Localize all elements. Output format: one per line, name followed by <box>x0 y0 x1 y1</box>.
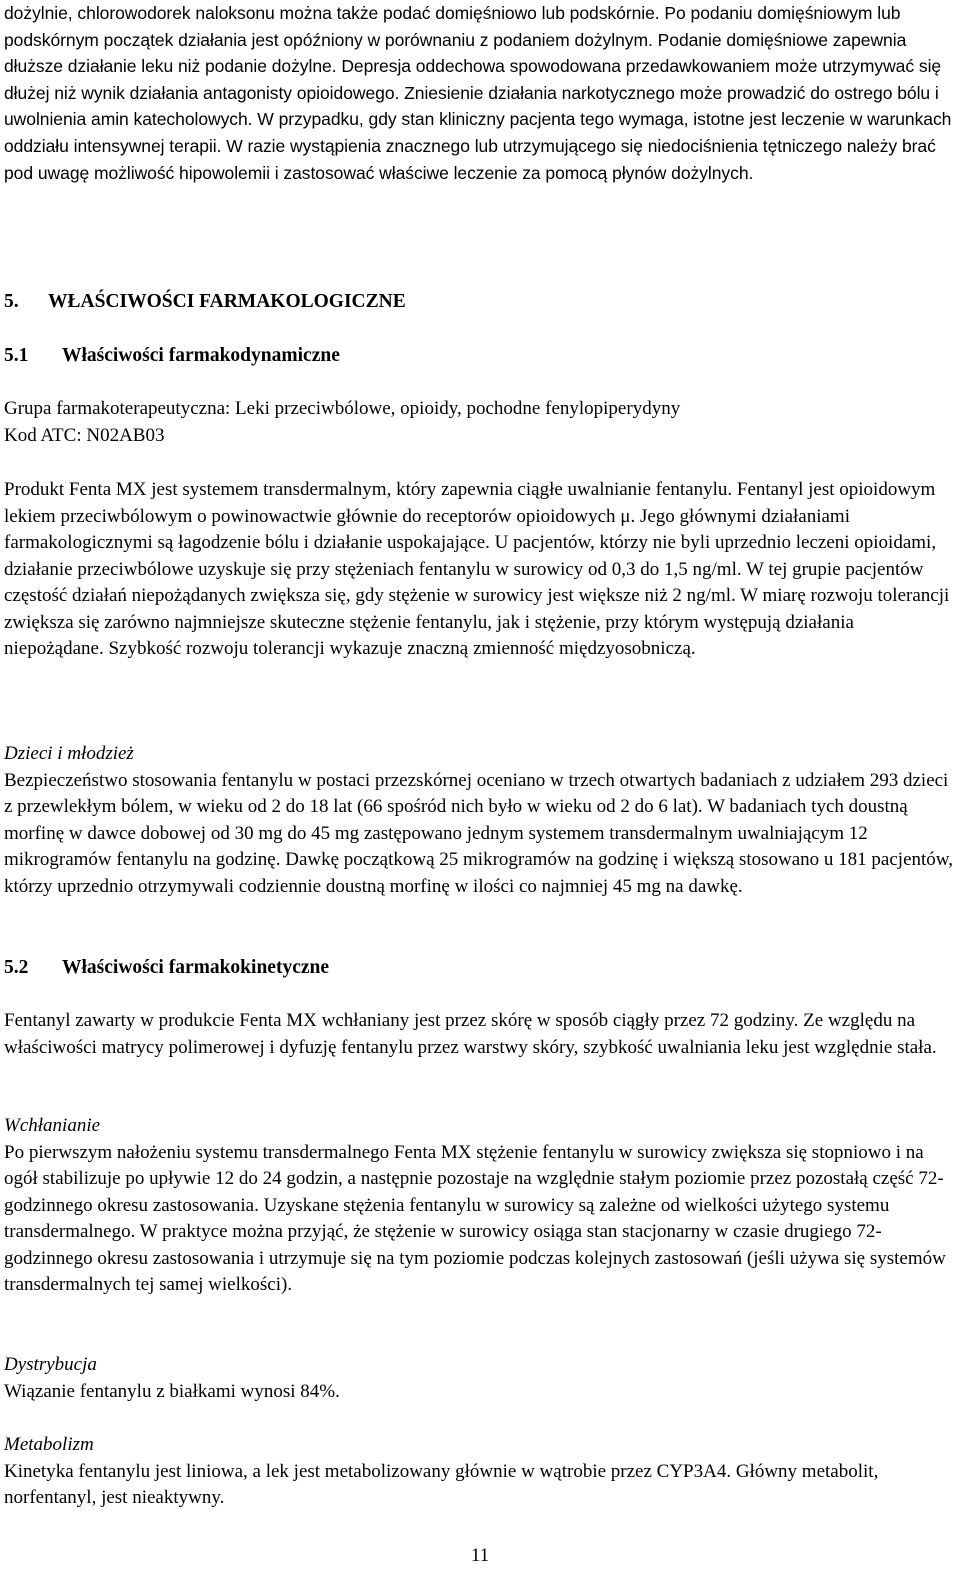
section-5-2-title: Właściwości farmakokinetyczne <box>62 957 330 978</box>
children-paragraph: Bezpieczeństwo stosowania fentanylu w postaci przezskórnej oceniano w trzech otwartych badaniach z udziałem 293 dzieci z przewlekłym bólem, w wieku od 2 do 18 lat (66 spośród nich było w wieku od 2 do 6 lat). W badaniach tych doustną morfinę w dawce dobowej od 30 mg do 45 mg zastępowano jednym systemem transdermalnym uwalniającym 12 mikrogramów fentanylu na godzinę. Dawkę początkową 25 mikrogramów na godzinę i większą stosowano u 181 pacjentów, którzy uprzednio otrzymywali codziennie doustną morfinę w ilości co najmniej 45 mg na dawkę. <box>4 769 954 897</box>
section-5-1-number: 5.1 <box>4 345 29 366</box>
absorption-heading: Wchłanianie <box>4 1115 101 1136</box>
pharmacotherapeutic-group <box>4 396 956 449</box>
atc-code-line: Kod ATC: N02AB03 <box>4 424 165 446</box>
section-5-1-heading <box>4 342 340 370</box>
pharmacodynamics-paragraph: Produkt Fenta MX jest systemem transdermalnym, który zapewnia ciągłe uwalnianie fentanylu. Fentanyl jest opioidowym lekiem przeciwbólowym o powinowactwie głównie do receptorów opioidowych μ. Jego głównymi działaniami farmakologicznymi są łagodzenie bólu i działanie uspokajające. U pacjentów, którzy nie byli uprzednio leczeni opioidami, działanie przeciwbólowe uzyskuje się przy stężeniach fentanylu w surowicy od 0,3 do 1,5 ng/ml. W tej grupie pacjentów częstość działań niepożądanych zwiększa się, gdy stężenie w surowicy jest większe niż 2 ng/ml. W miarę rozwoju tolerancji zwiększa się zarówno najmniejsze skuteczne stężenie fentanylu, jak i stężenie, przy którym występują działania niepożądane. Szybkość rozwoju tolerancji wykazuje znaczną zmienność międzyosobniczą. <box>4 479 950 659</box>
group-line: Grupa farmakoterapeutyczna: Leki przeciwbólowe, opioidy, pochodne fenylopiperydyny <box>4 398 681 419</box>
children-section <box>4 741 956 900</box>
absorption-section <box>4 1113 956 1299</box>
section-5-number: 5. <box>4 291 19 312</box>
section-5-1-title: Właściwości farmakodynamiczne <box>62 345 340 366</box>
section-5-title: WŁAŚCIWOŚCI FARMAKOLOGICZNE <box>48 291 406 312</box>
distribution-heading: Dystrybucja <box>4 1354 97 1375</box>
distribution-paragraph: Wiązanie fentanylu z białkami wynosi 84%. <box>4 1380 340 1402</box>
metabolism-paragraph: Kinetyka fentanylu jest liniowa, a lek jest metabolizowany głównie w wątrobie przez CYP3A4. Główny metabolit, norfentanyl, jest nieaktywny. <box>4 1460 879 1508</box>
section-5-heading <box>4 288 406 316</box>
pharmacokinetics-paragraph: Fentanyl zawarty w produkcie Fenta MX wchłaniany jest przez skórę w sposób ciągły przez 72 godziny. Ze względu na właściwości matrycy polimerowej i dyfuzję fentanylu przez warstwy skóry, szybkość uwalniania leku jest względnie stała. <box>4 1010 937 1058</box>
section-5-2-heading <box>4 954 329 982</box>
page-number: 11 <box>470 1545 490 1566</box>
intro-paragraph: dożylnie, chlorowodorek naloksonu można także podać domięśniowo lub podskórnie. Po podaniu domięśniowym lub podskórnym początek działania jest opóźniony w porównaniu z podaniem dożylnym. Podanie domięśniowe zapewnia dłuższe działanie leku niż podanie dożylne. Depresja oddechowa spowodowana przedawkowaniem może utrzymywać się dłużej niż wynik działania antagonisty opioidowego. Zniesienie działania narkotycznego może prowadzić do ostrego bólu i uwolnienia amin katecholowych. W przypadku, gdy stan kliniczny pacjenta tego wymaga, istotne jest leczenie w warunkach oddziału intensywnej terapii. W razie wystąpienia znacznego lub utrzymującego się niedociśnienia tętniczego należy brać pod uwagę możliwość hipowolemii i zastosować właściwe leczenie za pomocą płynów dożylnych. <box>4 3 952 183</box>
children-heading: Dzieci i młodzież <box>4 743 134 764</box>
metabolism-section <box>4 1432 956 1512</box>
section-5-2-number: 5.2 <box>4 957 29 978</box>
absorption-paragraph: Po pierwszym nałożeniu systemu transdermalnego Fenta MX stężenie fentanylu w surowicy zwiększa się stopniowo i na ogół stabilizuje po upływie 12 do 24 godzin, a następnie pozostaje na względnie stałym poziomie przez pozostałą część 72-godzinnego okresu zastosowania. Uzyskane stężenia fentanylu w surowicy są zależne od wielkości użytego systemu transdermalnego. W praktyce można przyjąć, że stężenie w surowicy osiąga stan stacjonarny w czasie drugiego 72-godzinnego okresu zastosowania i utrzymuje się na tym poziomie podczas kolejnych zastosowań (jeśli używa się systemów transdermalnych tej samej wielkości). <box>4 1141 946 1295</box>
metabolism-heading: Metabolizm <box>4 1434 94 1455</box>
distribution-section <box>4 1352 956 1405</box>
